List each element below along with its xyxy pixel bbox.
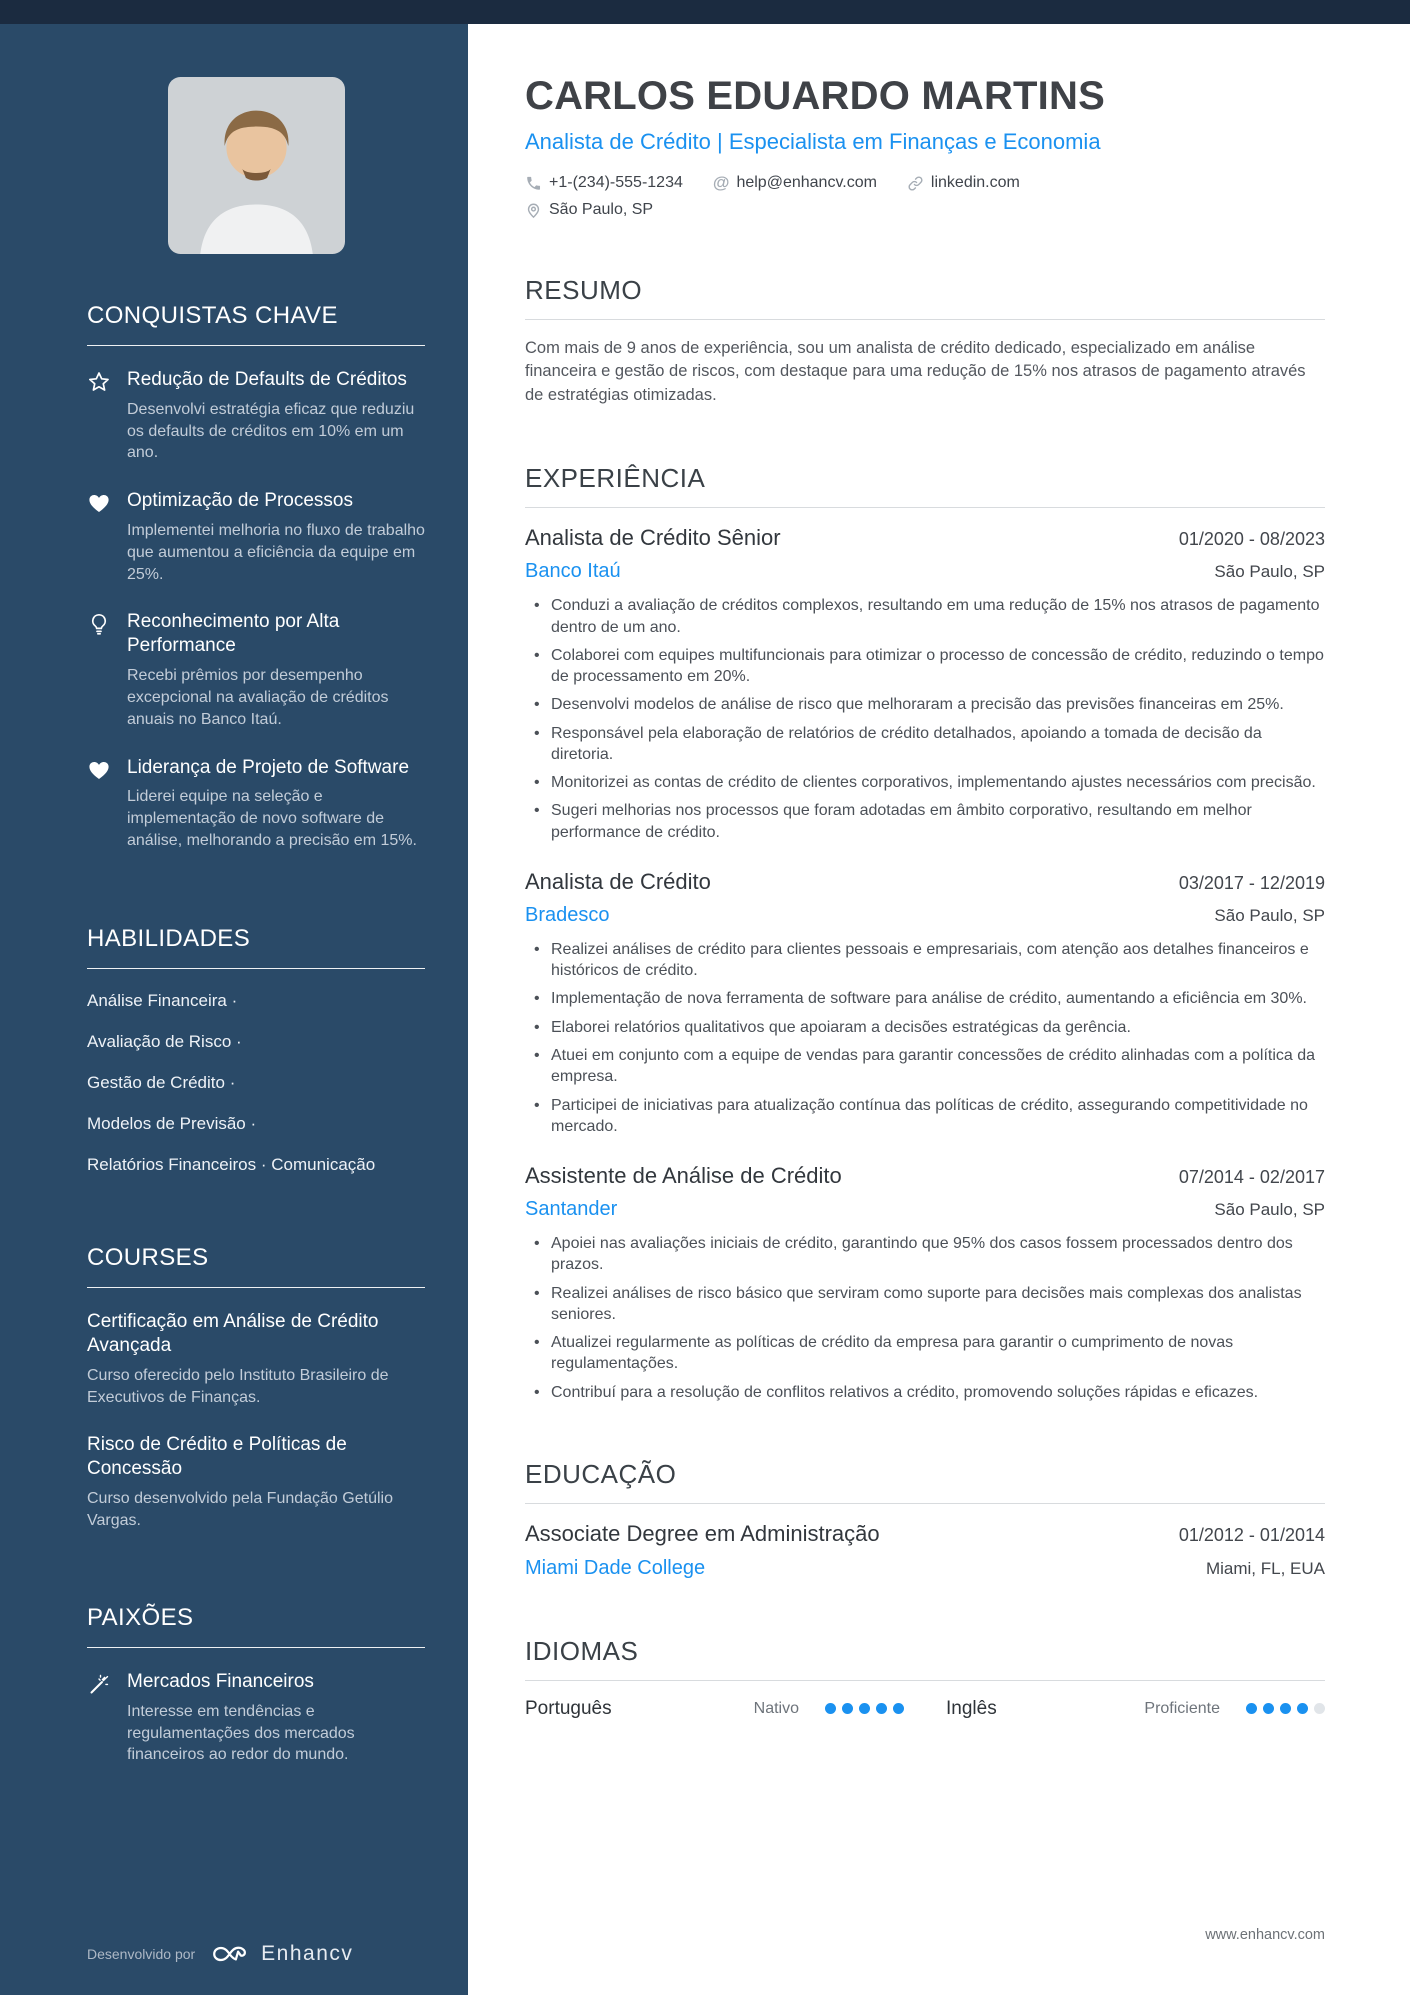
avatar <box>168 77 345 254</box>
divider <box>525 1680 1325 1681</box>
job-dates: 07/2014 - 02/2017 <box>1178 1167 1325 1188</box>
enhancv-site-link[interactable]: www.enhancv.com <box>1205 1927 1325 1943</box>
candidate-name: CARLOS EDUARDO MARTINS <box>525 74 1105 118</box>
courses-heading: COURSES <box>87 1243 209 1271</box>
language-level: Nativo <box>753 1699 799 1717</box>
skills-heading: HABILIDADES <box>87 924 251 952</box>
education-section <box>525 1459 1325 1580</box>
achievement-title: Reconhecimento por Alta Performance <box>127 611 340 657</box>
heart-icon <box>87 756 113 852</box>
enhancv-logo-icon <box>209 1941 251 1967</box>
achievement-item <box>87 489 425 585</box>
course-item <box>87 1310 425 1409</box>
company-name: Santander <box>525 1198 618 1221</box>
job-title: Assistente de Análise de Crédito <box>525 1163 842 1189</box>
languages-section <box>525 1636 1325 1720</box>
divider <box>87 1287 425 1288</box>
company-name: Banco Itaú <box>525 560 621 583</box>
job-entry <box>525 525 1325 843</box>
job-entry <box>525 1163 1325 1403</box>
language-name: Português <box>525 1697 612 1719</box>
job-bullet: • Monitorizei as contas de crédito de clientes corporativos, implementando ajustes necessários com precisão. <box>525 772 1325 793</box>
divider <box>525 507 1325 508</box>
job-bullet: • Realizei análises de risco básico que serviram como suporte para decisões mais complexas dos analistas seniores. <box>525 1283 1325 1326</box>
powered-by-label: Desenvolvido por <box>87 1946 196 1962</box>
summary-heading: RESUMO <box>525 275 643 305</box>
job-bullet: • Sugeri melhorias nos processos que foram adotadas em âmbito corporativo, resultando em melhor performance de crédito. <box>525 800 1325 843</box>
achievement-item <box>87 756 425 852</box>
education-dates: 01/2012 - 01/2014 <box>1178 1524 1325 1545</box>
achievement-item <box>87 610 425 730</box>
magic-wand-icon <box>87 1670 113 1766</box>
achievement-item <box>87 368 425 464</box>
experience-section <box>525 463 1325 1403</box>
phone-icon <box>525 175 542 192</box>
job-bullet: • Atualizei regularmente as políticas de crédito da empresa para garantir o cumprimento de novas regulamentações. <box>525 1332 1325 1375</box>
job-bullet: • Realizei análises de crédito para clientes pessoais e empresariais, com atenção aos detalhes financeiros e históricos de crédito. <box>525 939 1325 982</box>
passion-title: Mercados Financeiros <box>127 1670 314 1692</box>
skill-item: Modelos de Previsão · <box>87 1113 257 1133</box>
courses-section <box>87 1244 425 1556</box>
job-bullet: • Colaborei com equipes multifuncionais para otimizar o processo de concessão de crédito, reduzindo o tempo de processamento em 20%. <box>525 645 1325 688</box>
summary-section <box>525 275 1325 407</box>
lightbulb-icon <box>87 610 113 730</box>
achievement-desc: Implementei melhoria no fluxo de trabalho que aumentou a eficiência da equipe em 25%. <box>127 522 425 583</box>
location-contact <box>525 201 653 219</box>
profile-photo <box>168 77 345 254</box>
location-text: São Paulo, SP <box>549 201 654 218</box>
skills-section <box>87 925 425 1196</box>
achievement-title: Optimização de Processos <box>127 490 353 512</box>
divider <box>87 1647 425 1648</box>
job-location: São Paulo, SP <box>1214 1200 1325 1220</box>
job-bullet: • Desenvolvi modelos de análise de risco que melhoraram a precisão das previsões financeiras em 25%. <box>525 694 1325 715</box>
job-bullet: • Implementação de nova ferramenta de software para análise de crédito, aumentando a eficiência em 30%. <box>525 988 1325 1009</box>
divider <box>525 319 1325 320</box>
job-bullets <box>525 939 1325 1137</box>
top-accent-bar <box>0 0 1410 24</box>
course-desc: Curso oferecido pelo Instituto Brasileiro de Executivos de Finanças. <box>87 1367 389 1407</box>
passions-section <box>87 1604 425 1791</box>
heart-icon <box>87 489 113 585</box>
link-url: linkedin.com <box>930 174 1020 191</box>
degree-title: Associate Degree em Administração <box>525 1520 880 1546</box>
education-location: Miami, FL, EUA <box>1205 1558 1325 1578</box>
achievements-heading: CONQUISTAS CHAVE <box>87 302 338 329</box>
skill-item: Análise Financeira · <box>87 990 238 1010</box>
course-title: Certificação em Análise de Crédito Avançada <box>87 1310 379 1356</box>
language-item <box>946 1698 1325 1720</box>
skill-item: Relatórios Financeiros · Comunicação <box>87 1154 376 1174</box>
job-bullet: • Participei de iniciativas para atualização contínua das políticas de crédito, assegurando competitividade no mercado. <box>525 1095 1325 1138</box>
skill-item: Gestão de Crédito · <box>87 1072 236 1092</box>
email-address: help@enhancv.com <box>736 174 877 191</box>
school-name: Miami Dade College <box>525 1556 706 1579</box>
summary-text: Com mais de 9 anos de experiência, sou um analista de crédito dedicado, especializado em análise financeira e gestão de riscos, com destaque para uma redução de 15% nos atrasos de pagamento através de estratégias otimizadas. <box>525 339 1306 404</box>
divider <box>87 968 425 969</box>
divider <box>525 1503 1325 1504</box>
sidebar <box>0 24 468 1995</box>
job-dates: 01/2020 - 08/2023 <box>1178 529 1325 550</box>
language-proficiency-dots <box>825 1703 904 1714</box>
languages-heading: IDIOMAS <box>525 1635 639 1666</box>
achievements-section <box>87 302 425 877</box>
job-entry <box>525 869 1325 1137</box>
achievement-desc: Liderei equipe na seleção e implementação de novo software de análise, melhorando a precisão em 15%. <box>127 788 417 849</box>
skill-item: Avaliação de Risco · <box>87 1031 242 1051</box>
resume-header <box>525 74 1325 219</box>
phone-number: +1-(234)-555-1234 <box>549 174 683 191</box>
location-row <box>525 201 1325 219</box>
at-icon: @ <box>712 173 730 192</box>
company-name: Bradesco <box>525 903 610 926</box>
location-pin-icon <box>525 202 542 219</box>
link-icon <box>907 175 924 192</box>
brand-name: Enhancv <box>261 1942 354 1965</box>
job-bullets <box>525 1233 1325 1403</box>
passion-desc: Interesse em tendências e regulamentações dos mercados financeiros ao redor do mundo. <box>127 1702 355 1764</box>
achievement-desc: Recebi prêmios por desempenho excepcional na avaliação de créditos anuais no Banco Itaú. <box>127 667 389 728</box>
job-title: Analista de Crédito <box>525 868 711 894</box>
job-bullet: • Elaborei relatórios qualitativos que apoiaram a decisões estratégicas da gerência. <box>525 1017 1325 1038</box>
job-title: Analista de Crédito Sênior <box>525 525 781 551</box>
passions-heading: PAIXÕES <box>87 1603 194 1631</box>
job-bullet: • Apoiei nas avaliações iniciais de crédito, garantindo que 95% dos casos fossem processados dentro dos prazos. <box>525 1233 1325 1276</box>
achievement-desc: Desenvolvi estratégia eficaz que reduziu os defaults de créditos em 10% em um ano. <box>127 400 415 462</box>
course-title: Risco de Crédito e Políticas de Concessão <box>87 1433 347 1480</box>
language-proficiency-dots <box>1246 1703 1325 1714</box>
course-desc: Curso desenvolvido pela Fundação Getúlio Vargas. <box>87 1490 393 1530</box>
email-contact[interactable] <box>713 173 877 193</box>
job-location: São Paulo, SP <box>1214 562 1325 582</box>
job-dates: 03/2017 - 12/2019 <box>1178 872 1325 893</box>
star-icon <box>87 368 113 464</box>
job-bullet: • Conduzi a avaliação de créditos complexos, resultando em uma redução de 15% nos atrasos de pagamento dentro de um ano. <box>525 595 1325 638</box>
education-heading: EDUCAÇÃO <box>525 1458 677 1489</box>
language-level: Proficiente <box>1144 1699 1220 1717</box>
achievement-title: Liderança de Projeto de Software <box>127 756 410 778</box>
language-name: Inglês <box>946 1697 997 1719</box>
language-item <box>525 1698 904 1720</box>
job-bullet: • Atuei em conjunto com a equipe de vendas para garantir concessões de crédito alinhadas com a política da empresa. <box>525 1045 1325 1088</box>
job-bullet: • Contribuí para a resolução de conflitos relativos a crédito, promovendo soluções rápidas e eficazes. <box>525 1382 1325 1403</box>
course-item <box>87 1433 425 1532</box>
sidebar-footer <box>87 1941 425 1967</box>
main-column <box>468 24 1410 1995</box>
passion-item <box>87 1670 425 1766</box>
experience-heading: EXPERIÊNCIA <box>525 463 706 494</box>
link-contact[interactable] <box>907 174 1020 192</box>
divider <box>87 345 425 346</box>
contact-row <box>525 173 1325 193</box>
job-location: São Paulo, SP <box>1214 905 1325 925</box>
phone-contact[interactable] <box>525 174 683 192</box>
job-bullet: • Responsável pela elaboração de relatórios de crédito detalhados, apoiando a tomada de decisão da diretoria. <box>525 723 1325 766</box>
job-bullets <box>525 595 1325 843</box>
achievement-title: Redução de Defaults de Créditos <box>127 369 407 390</box>
languages-grid <box>525 1698 1325 1720</box>
candidate-headline: Analista de Crédito | Especialista em Finanças e Economia <box>525 129 1101 154</box>
